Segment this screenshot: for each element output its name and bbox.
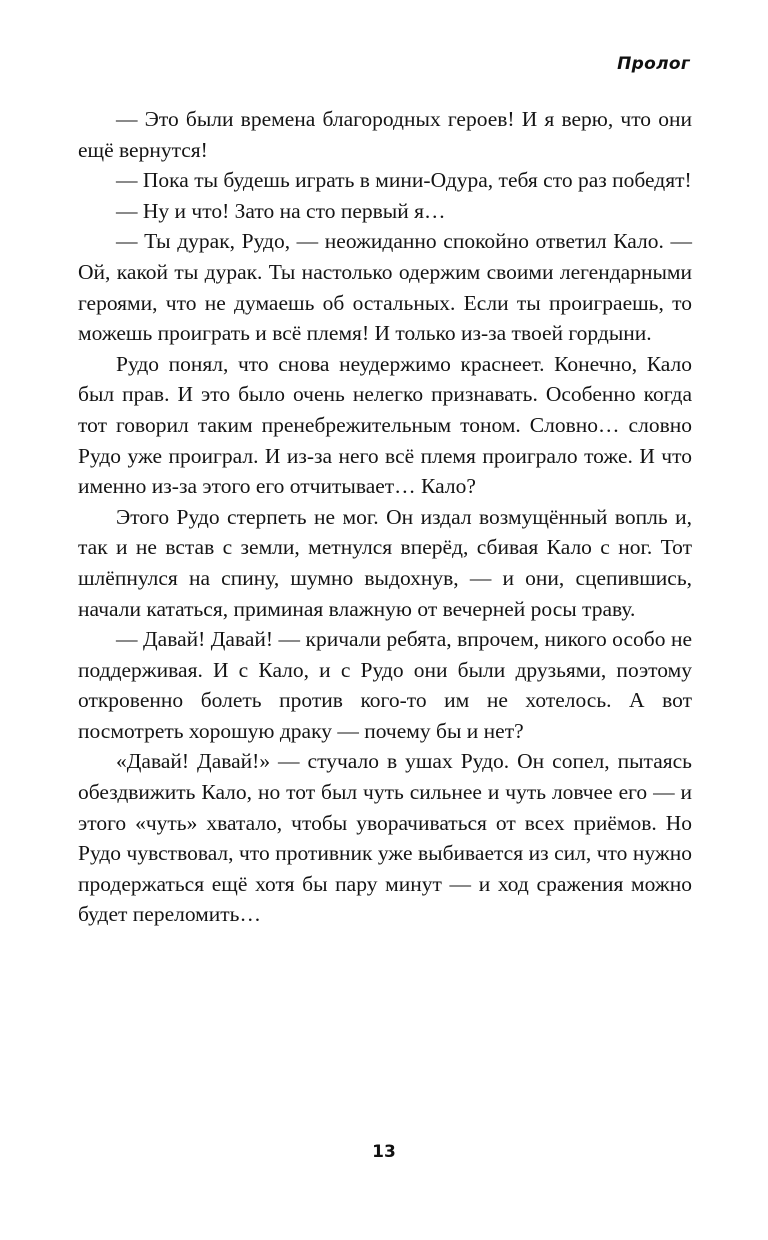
paragraph: «Давай! Давай!» — стучало в ушах Рудо. Он сопел, пытаясь обездвижить Кало, но тот был чуть сильнее и чуть ловчее его — и этого «чуть» хватало, чтобы уворачиваться от всех приёмов. Но Рудо чувствовал, что противник уже выбивается из сил, что нужно продержаться ещё хотя бы пару минут — и ход сражения можно будет переломить… bbox=[78, 749, 692, 927]
paragraph: Рудо понял, что снова неудержимо краснеет. Конечно, Кало был прав. И это было очень нелегко признавать. Особенно когда тот говорил таким пренебрежительным тоном. Словно… словно Рудо уже проиграл. И из-за него всё племя проиграло тоже. И что именно из-за этого его отчитывает… Кало? bbox=[78, 351, 692, 499]
paragraph: — Ну и что! Зато на сто первый я… bbox=[116, 198, 446, 223]
paragraph: — Давай! Давай! — кричали ребята, впрочем, никого особо не поддерживая. И с Кало, и с Рудо они были друзьями, поэтому откровенно болеть против кого-то им не хотелось. А вот посмотреть хорошую драку — почему бы и нет? bbox=[78, 627, 692, 743]
running-head: Пролог bbox=[617, 54, 690, 74]
page-number: 13 bbox=[372, 1142, 396, 1162]
paragraph: — Ты дурак, Рудо, — неожиданно спокойно ответил Кало. — Ой, какой ты дурак. Ты настолько одержим своими легендарными героями, что не думаешь об остальных. Если ты проиграешь, то можешь проиграть и всё племя! И только из-за твоей гордыни. bbox=[78, 229, 692, 346]
paragraph: — Это были времена благородных героев! И я верю, что они ещё вернутся! bbox=[78, 107, 692, 162]
paragraph: — Пока ты будешь играть в мини-Одура, тебя сто раз победят! bbox=[116, 168, 692, 193]
paragraph: Этого Рудо стерпеть не мог. Он издал возмущённый вопль и, так и не встав с земли, метнулся вперёд, сбивая Кало с ног. Тот шлёпнулся на спину, шумно выдохнув, — и они, сцепившись, начали кататься, приминая влажную от вечерней росы траву. bbox=[78, 504, 692, 621]
body-text bbox=[78, 104, 692, 930]
